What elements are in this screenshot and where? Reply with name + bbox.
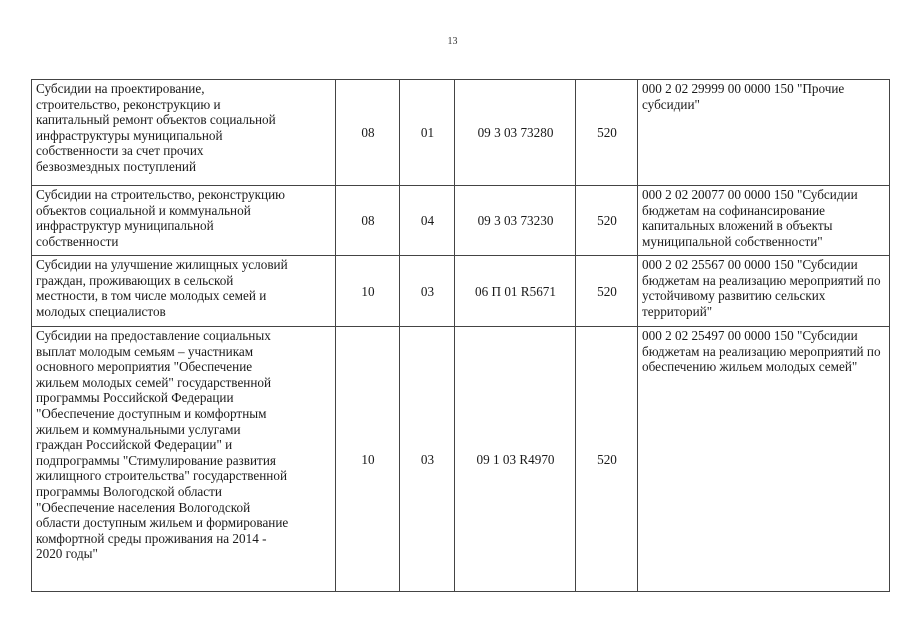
subsection-cell: 04 [400, 186, 455, 256]
description-cell: Субсидии на строительство, реконструкцию объектов социальной и коммунальной инфраструктур муниципальной собственности [32, 186, 336, 256]
subsection-cell: 03 [400, 256, 455, 327]
subsection-cell: 01 [400, 80, 455, 186]
revenue-code-cell: 000 2 02 20077 00 0000 150 "Субсидии бюджетам на софинансирование капитальных вложений в объекты муниципальной собственности" [638, 186, 890, 256]
table-row [32, 186, 890, 256]
table-row [32, 256, 890, 327]
page-number: 13 [447, 36, 458, 47]
section-cell: 10 [336, 327, 400, 592]
expense-type-cell: 520 [576, 327, 638, 592]
section-cell: 08 [336, 80, 400, 186]
expense-type-cell: 520 [576, 256, 638, 327]
revenue-code-cell: 000 2 02 29999 00 0000 150 "Прочие субсидии" [638, 80, 890, 186]
table-row [32, 80, 890, 186]
expense-type-cell: 520 [576, 80, 638, 186]
target-article-cell: 06 П 01 R5671 [455, 256, 576, 327]
target-article-cell: 09 3 03 73230 [455, 186, 576, 256]
description-cell: Субсидии на улучшение жилищных условий граждан, проживающих в сельской местности, в том числе молодых семей и молодых специалистов [32, 256, 336, 327]
revenue-code-cell: 000 2 02 25497 00 0000 150 "Субсидии бюджетам на реализацию мероприятий по обеспечению жильем молодых семей" [638, 327, 890, 592]
table-row [32, 327, 890, 592]
description-cell: Субсидии на проектирование, строительство, реконструкцию и капитальный ремонт объектов социальной инфраструктуры муниципальной собственности за счет прочих безвозмездных поступлений [32, 80, 336, 186]
target-article-cell: 09 1 03 R4970 [455, 327, 576, 592]
budget-table [31, 79, 890, 592]
description-cell: Субсидии на предоставление социальных выплат молодым семьям – участникам основного мероприятия "Обеспечение жильем молодых семей" государственной программы Российской Федерации "Обеспечение доступным и комфортным жильем и коммунальными услугами граждан Российской Федерации" и подпрограммы "Стимулирование развития жилищного строительства" государственной программы Вологодской области "Обеспечение населения Вологодской области доступным жильем и формирование комфортной среды проживания на 2014 - 2020 годы" [32, 327, 336, 592]
target-article-cell: 09 3 03 73280 [455, 80, 576, 186]
revenue-code-cell: 000 2 02 25567 00 0000 150 "Субсидии бюджетам на реализацию мероприятий по устойчивому развитию сельских территорий" [638, 256, 890, 327]
subsection-cell: 03 [400, 327, 455, 592]
section-cell: 10 [336, 256, 400, 327]
expense-type-cell: 520 [576, 186, 638, 256]
section-cell: 08 [336, 186, 400, 256]
